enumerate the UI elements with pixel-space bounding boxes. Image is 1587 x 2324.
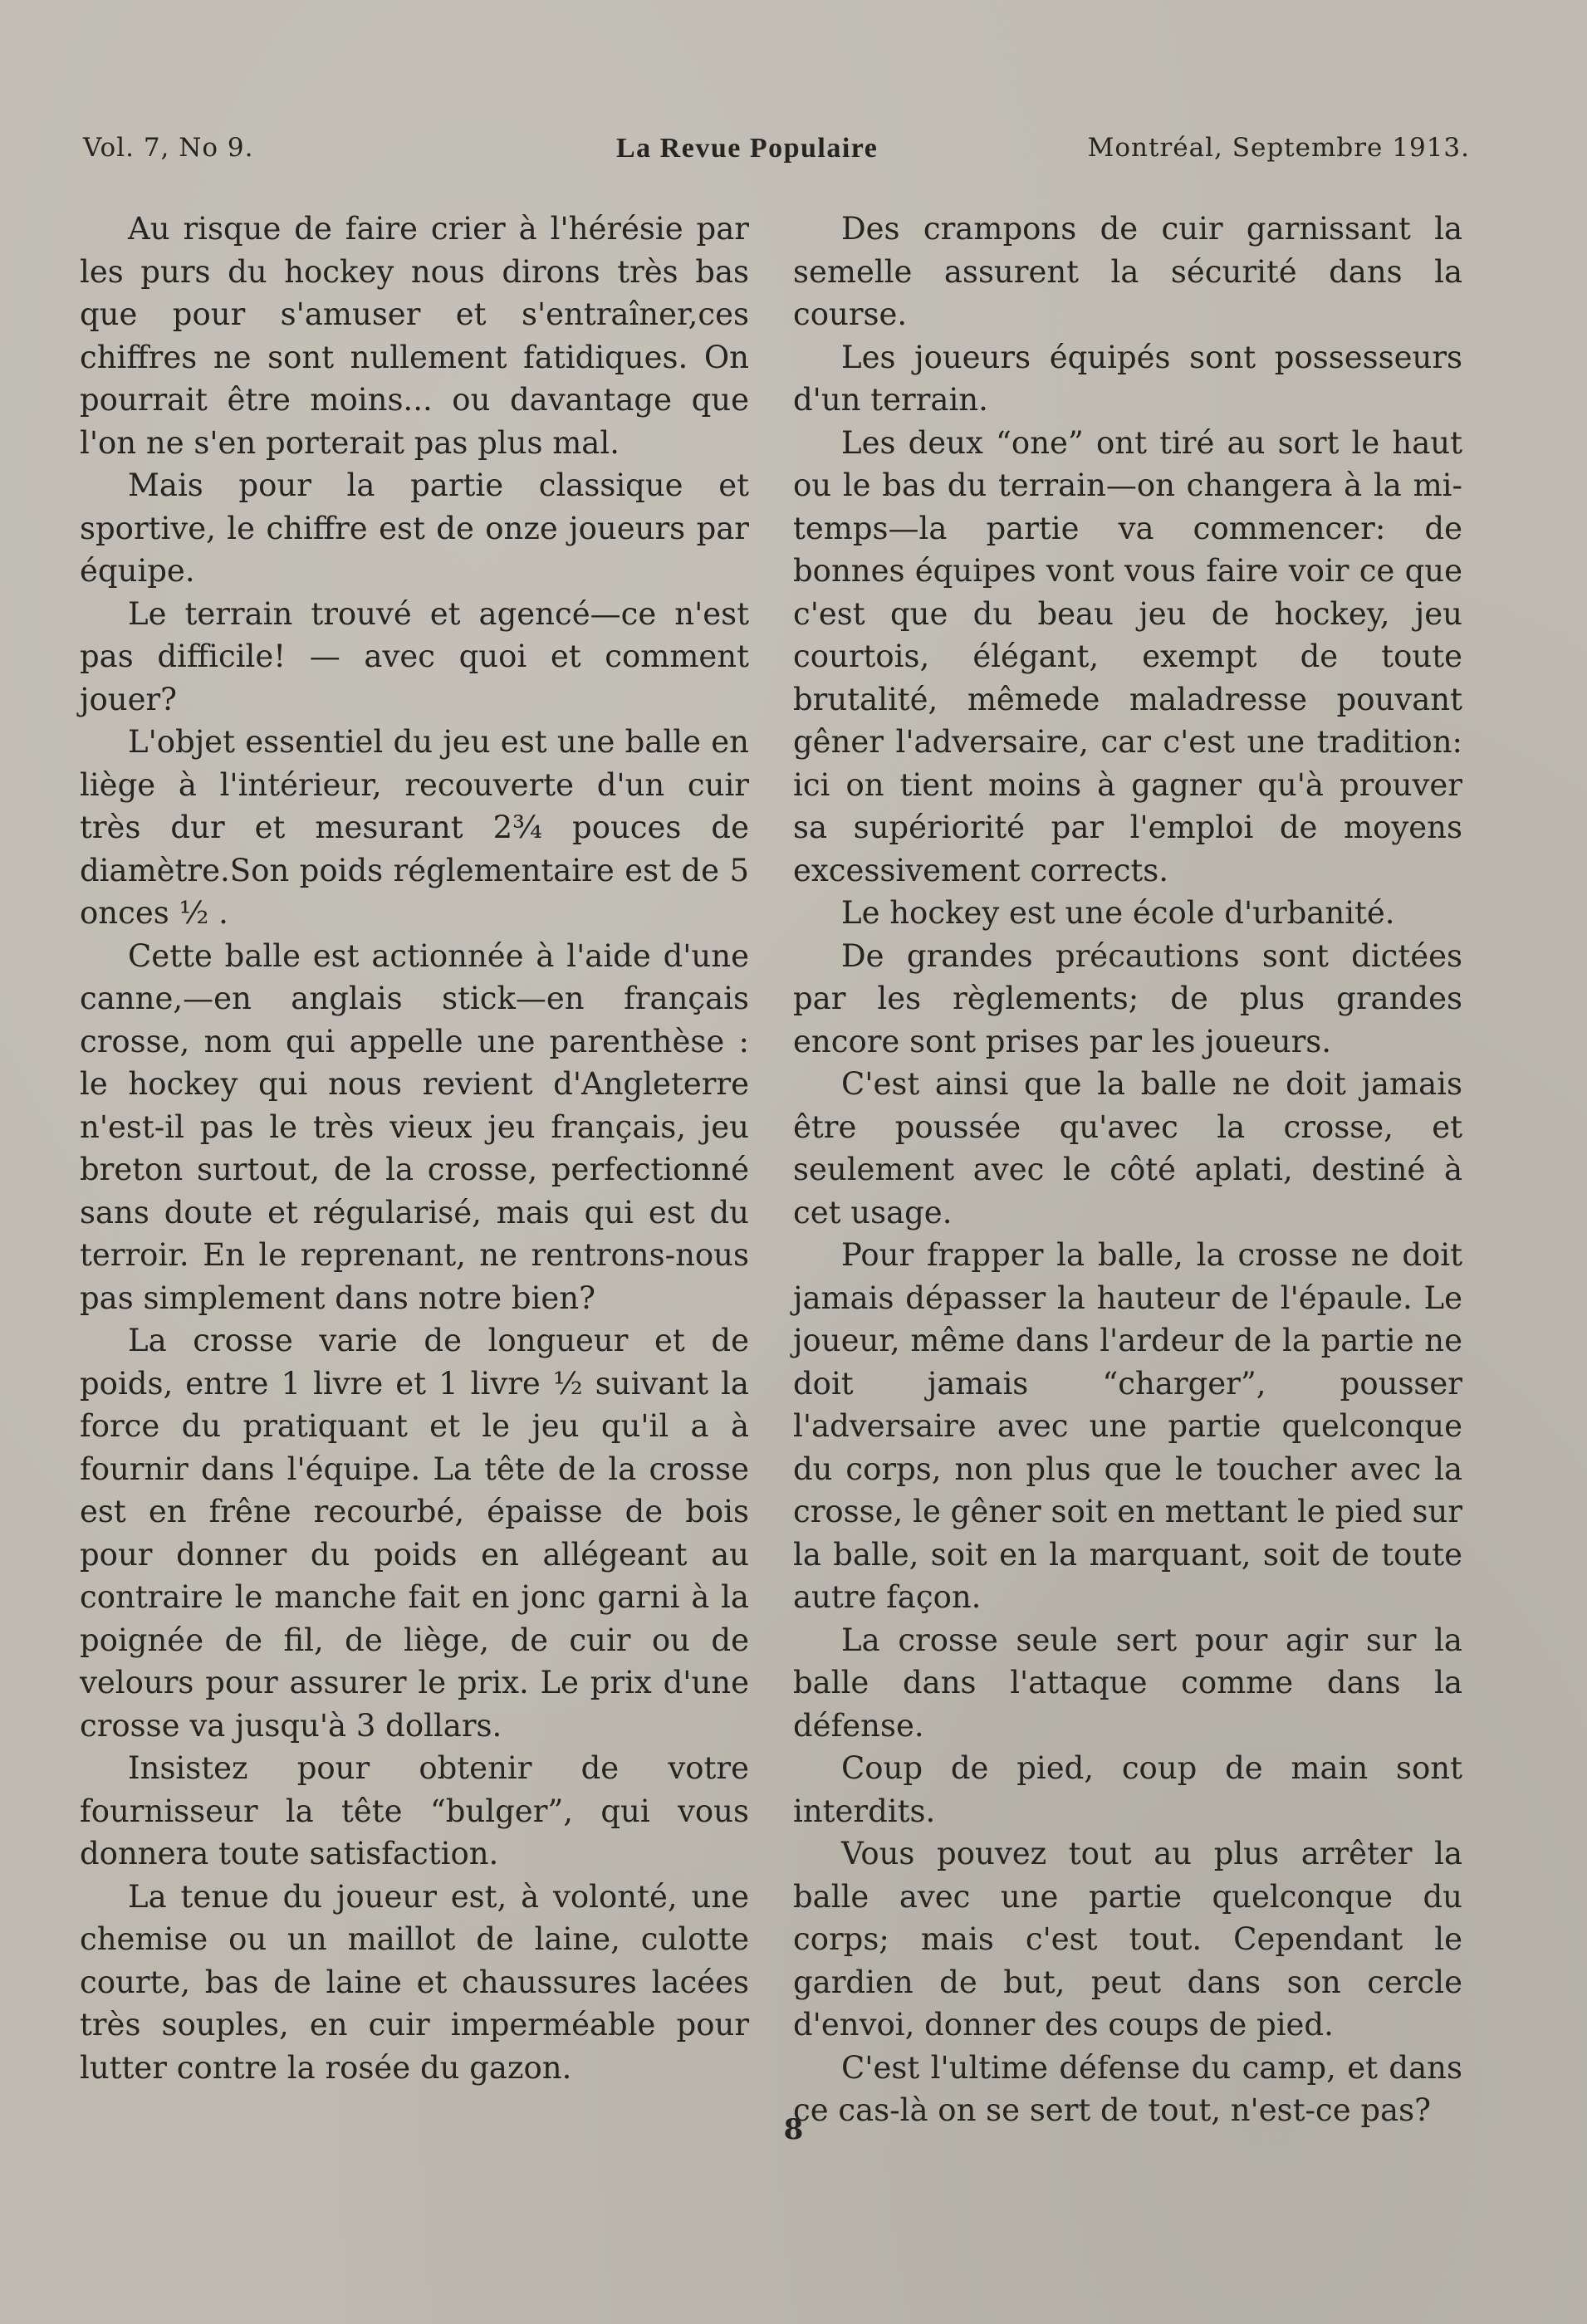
paragraph: C'est l'ultime défense du camp, et dans ce cas-là on se sert de tout, n'est-ce pas? [793,2049,1462,2128]
paragraph: C'est ainsi que la balle ne doit jamais être poussée qu'avec la crosse, et seulement avec le côté aplati, destiné à cet usage. [793,1066,1462,1230]
paragraph: La crosse varie de longueur et de poids, entre 1 livre et 1 livre ½ suivant la force du pratiquant et le jeu qu'il a à fournir dans l'équipe. La tête de la crosse est en frêne recourbé, épaisse de bois pour donner du poids en allégeant au contraire le manche fait en jonc garni à la poignée de fil, de liège, de cuir ou de velours pour assurer le prix. Le prix d'une crosse va jusqu'à 3 dollars. [80,1323,749,1744]
paragraph: Les joueurs équipés sont possesseurs d'un terrain. [793,339,1462,418]
page-number: 8 [783,2113,804,2146]
paragraph: Au risque de faire crier à l'hérésie par les purs du hockey nous dirons très bas que pour s'amuser et s'entraîner,ces chiffres ne sont nullement fatidiques. On pourrait être moins... ou davantage que l'on ne s'en porterait pas plus mal. [80,211,749,461]
place-and-date: Montréal, Septembre 1913. [1087,133,1470,163]
paragraph: Pour frapper la balle, la crosse ne doit jamais dépasser la hauteur de l'épaule. Le joueur, même dans l'ardeur de la partie ne doit jamais “charger”, pousser l'adversaire avec une partie quelconque du corps, non plus que le toucher avec la crosse, le gêner soit en mettant le pied sur la balle, soit en la marquant, soit de toute autre façon. [793,1237,1462,1615]
left-column [80,208,749,2089]
paragraph: Insistez pour obtenir de votre fournisseur la tête “bulger”, qui vous donnera toute satisfaction. [80,1750,749,1871]
volume-number: Vol. 7, No 9. [83,133,254,163]
publication-title: La Revue Populaire [616,133,879,164]
paragraph: Cette balle est actionnée à l'aide d'une canne,—en anglais stick—en français crosse, nom qui appelle une parenthèse : le hockey qui nous revient d'Angleterre n'est-il pas le très vieux jeu français, jeu breton surtout, de la crosse, perfectionné sans doute et régularisé, mais qui est du terroir. En le reprenant, ne rentrons-nous pas simplement dans notre bien? [80,937,749,1316]
right-column [793,208,1462,2132]
paragraph: Les deux “one” ont tiré au sort le haut ou le bas du terrain—on changera à la mi-temps—la partie va commencer: de bonnes équipes vont vous faire voir ce que c'est que du beau jeu de hockey, jeu courtois, élégant, exempt de toute brutalité, mêmede maladresse pouvant gêner l'adversaire, car c'est une tradition: ici on tient moins à gagner qu'à prouver sa supériorité par l'emploi de moyens excessivement corrects. [793,424,1462,888]
paragraph: Coup de pied, coup de main sont interdits. [793,1750,1462,1829]
paragraph: Le terrain trouvé et agencé—ce n'est pas difficile! — avec quoi et comment jouer? [80,595,749,717]
paragraph: La tenue du joueur est, à volonté, une chemise ou un maillot de laine, culotte courte, bas de laine et chaussures lacées très souples, en cuir imperméable pour lutter contre la rosée du gazon. [80,1878,749,2086]
paragraph: Le hockey est une école d'urbanité. [841,895,1395,931]
paragraph: Des crampons de cuir garnissant la semelle assurent la sécurité dans la course. [793,211,1462,332]
paragraph: Vous pouvez tout au plus arrêter la balle avec une partie quelconque du corps; mais c'est tout. Cependant le gardien de but, peut dans son cercle d'envoi, donner des coups de pied. [793,1836,1462,2043]
paragraph: L'objet essentiel du jeu est une balle en liège à l'intérieur, recouverte d'un cuir très dur et mesurant 2¾ pouces de diamètre.Son poids réglementaire est de 5 onces ½ . [80,724,749,931]
running-head [83,133,1470,174]
paragraph: Mais pour la partie classique et sportive, le chiffre est de onze joueurs par équipe. [80,467,749,589]
paragraph: La crosse seule sert pour agir sur la balle dans l'attaque comme dans la défense. [793,1622,1462,1744]
paragraph: De grandes précautions sont dictées par les règlements; de plus grandes encore sont prises par les joueurs. [793,937,1462,1059]
